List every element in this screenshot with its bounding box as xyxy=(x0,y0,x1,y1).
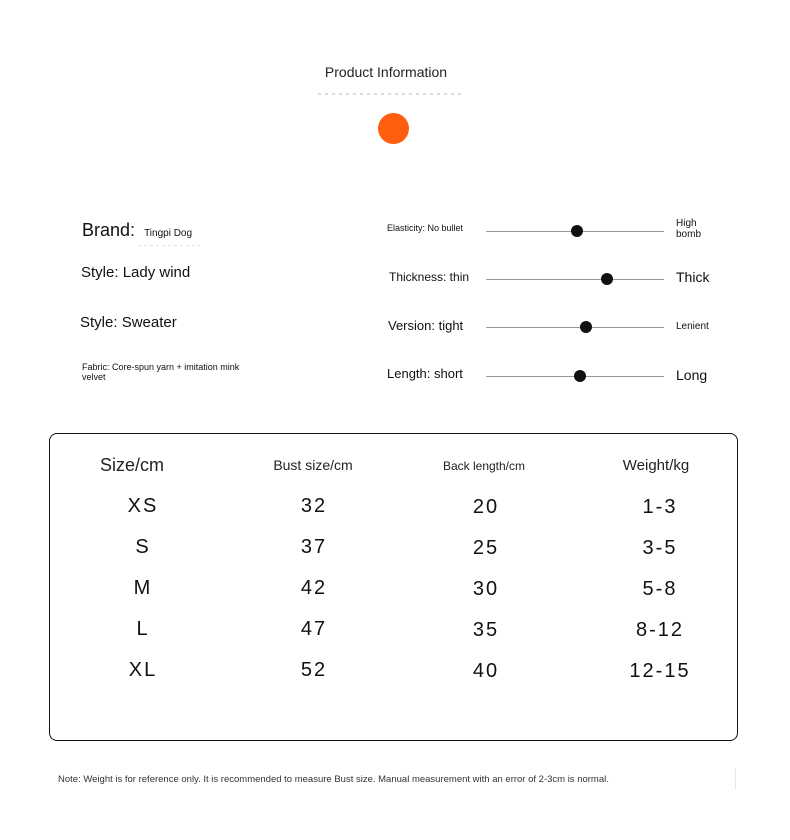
table-cell: 47 xyxy=(300,618,328,640)
rating-max-label: High bomb xyxy=(676,218,702,240)
orange-dot-icon xyxy=(378,113,409,144)
rating-label: Elasticity: No bullet xyxy=(387,223,464,233)
table-cell: 25 xyxy=(472,537,500,559)
table-cell: XS xyxy=(127,495,159,517)
rating-length xyxy=(0,361,790,391)
brand-key: Brand: xyxy=(82,220,136,240)
rating-knob xyxy=(574,370,586,382)
table-header-weight: Weight/kg xyxy=(622,457,690,474)
style-key: Style: xyxy=(80,314,118,331)
table-cell: 40 xyxy=(472,660,500,682)
table-cell: 1-3 xyxy=(642,496,678,518)
rating-max-label: Long xyxy=(676,367,708,383)
style-value: Sweater xyxy=(121,314,177,331)
title-divider xyxy=(318,93,464,95)
rating-label: Length: short xyxy=(387,366,463,381)
table-header-back-length: Back length/cm xyxy=(442,459,526,473)
style-key: Style: xyxy=(81,264,119,281)
table-cell: M xyxy=(133,577,153,599)
fabric-attribute: Fabric: Core-spun yarn + imitation mink velvet xyxy=(82,362,240,382)
rating-label: Version: tight xyxy=(388,318,464,333)
rating-knob xyxy=(571,225,583,237)
table-cell: 35 xyxy=(472,619,500,641)
rating-elasticity xyxy=(0,216,790,246)
table-cell: L xyxy=(136,618,150,640)
rating-knob xyxy=(580,321,592,333)
table-cell: 5-8 xyxy=(642,578,678,600)
page-title: Product Information xyxy=(324,64,448,80)
table-cell: XL xyxy=(128,659,158,681)
rating-knob xyxy=(601,273,613,285)
table-cell: 12-15 xyxy=(629,660,691,682)
table-cell: 3-5 xyxy=(642,537,678,559)
rating-thickness xyxy=(0,264,790,294)
edge-divider xyxy=(735,768,736,790)
rating-label: Thickness: thin xyxy=(389,270,470,284)
size-note: Note: Weight is for reference only. It is recommended to measure Bust size. Manual measurement with an error of 2-3cm is normal. xyxy=(58,774,609,785)
rating-track xyxy=(486,279,664,280)
brand-value: Tingpi Dog xyxy=(144,228,193,239)
rating-max-label: Lenient xyxy=(676,321,709,332)
table-cell: 52 xyxy=(300,659,328,681)
table-cell: 42 xyxy=(300,577,328,599)
table-header-bust: Bust size/cm xyxy=(273,457,353,473)
rating-track xyxy=(486,327,664,328)
table-cell: S xyxy=(135,536,151,558)
table-cell: 8-12 xyxy=(635,619,685,641)
size-table xyxy=(49,433,738,741)
table-cell: 20 xyxy=(472,496,500,518)
rating-version xyxy=(0,312,790,342)
table-cell: 37 xyxy=(300,536,328,558)
table-cell: 32 xyxy=(300,495,328,517)
table-header-size: Size/cm xyxy=(99,455,164,475)
rating-max-label: Thick xyxy=(676,269,710,285)
table-cell: 30 xyxy=(472,578,500,600)
style-value: Lady wind xyxy=(122,264,191,281)
